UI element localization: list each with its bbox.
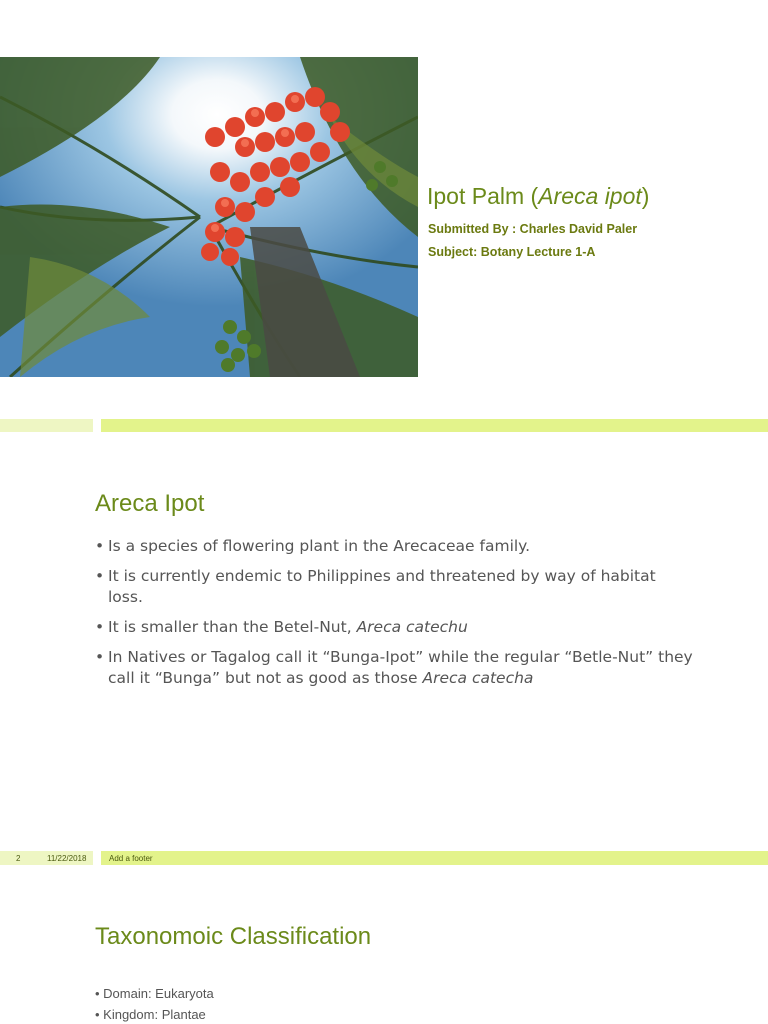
title-scientific-name: Areca ipot [538, 183, 642, 209]
bullet-icon: • [95, 648, 105, 666]
footer-text: Add a footer [109, 854, 153, 863]
slide-title: Areca Ipot [95, 490, 205, 517]
footer-band-right [101, 851, 768, 865]
subject-line: Subject: Botany Lecture 1-A [428, 245, 596, 259]
footer-date: 11/22/2018 [47, 854, 87, 863]
bullet-item [95, 536, 695, 557]
footer-page-number: 2 [16, 854, 21, 863]
bullet-icon: • [95, 567, 105, 585]
bullet-icon: • [95, 537, 105, 555]
bullet-item [95, 617, 695, 638]
bullet-text: It is currently endemic to Philippines and threatened by way of habitat loss. [108, 567, 656, 606]
title-prefix: Ipot Palm ( [427, 183, 539, 209]
submitted-by: Submitted By : Charles David Paler [428, 222, 638, 236]
title-suffix: ) [641, 183, 650, 209]
bullet-text: Is a species of flowering plant in the Arecaceae family. [108, 537, 531, 555]
bullet-text-wrap [95, 647, 695, 689]
bullet-italic: Areca catechu [356, 618, 468, 636]
taxonomy-item-kingdom: • Kingdom: Plantae [95, 1007, 206, 1022]
divider-band-right [101, 419, 768, 432]
bullet-item [95, 566, 695, 608]
divider-band-left [0, 419, 93, 432]
bullet-icon: • [95, 618, 105, 636]
bullet-text: It is smaller than the Betel-Nut, [108, 618, 357, 636]
bullet-text: In Natives or Tagalog call it “Bunga-Ipot” while the regular “Betle-Nut” they call it “Bunga” but not as good as those [108, 648, 693, 687]
taxonomy-item-domain: • Domain: Eukaryota [95, 986, 214, 1001]
bullet-text-wrap [95, 617, 695, 638]
palm-tree-photo [0, 57, 418, 377]
slide-title: Taxonomoic Classification [95, 923, 372, 950]
slide-title [427, 183, 649, 210]
bullet-italic: Areca catecha [422, 669, 534, 687]
bullet-item [95, 647, 695, 689]
